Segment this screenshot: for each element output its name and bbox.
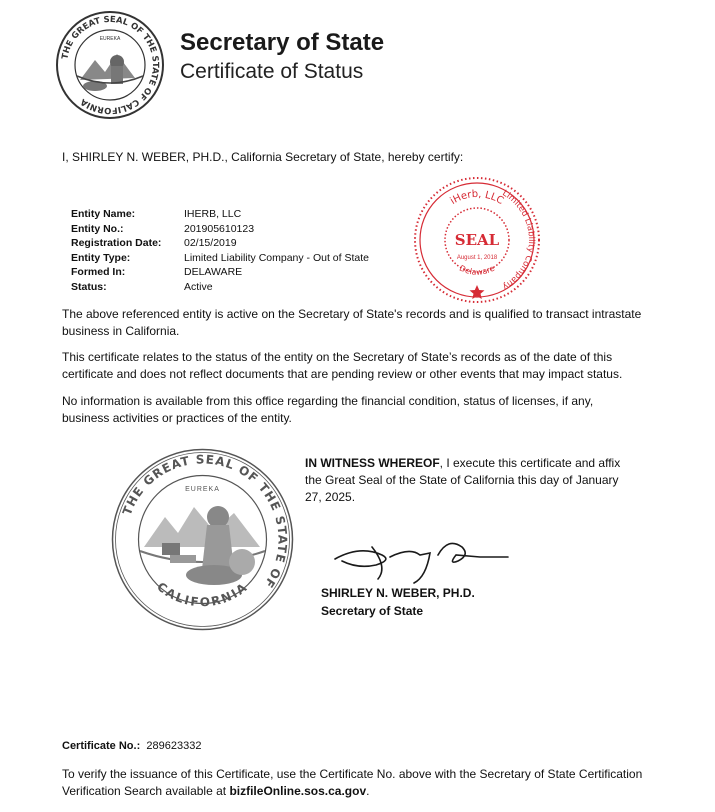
page-subtitle: Certificate of Status: [180, 60, 364, 83]
entity-no-value: 201905610123: [184, 222, 255, 235]
paragraph-no-information: No information is available from this office regarding the financial condition, status of licenses, if any, business activities or practices of the entity.: [62, 394, 594, 425]
witness-text: , I execute this certificate and affix the Great Seal of the State of California this day of January 27, 2025.: [305, 456, 621, 504]
status-value: Active: [184, 280, 213, 293]
signer-block: [321, 584, 475, 620]
witness-statement: [305, 455, 625, 506]
entity-type-label: Entity Type:: [71, 251, 131, 264]
certificate-number-value: 289623332: [146, 740, 202, 752]
company-seal-stamp-icon: [412, 175, 542, 305]
formed-in-value: DELAWARE: [184, 266, 243, 279]
verification-note: [62, 766, 662, 800]
formed-in-row: [71, 265, 369, 280]
california-seal-header-icon: [55, 10, 165, 120]
header-seal-motto: EUREKA: [99, 36, 121, 42]
entity-type-row: [71, 251, 369, 266]
great-seal-of-california-icon: [110, 447, 295, 632]
paragraph-active-status: The above referenced entity is active on the Secretary of State's records and is qualified to transact intrastate business in California.: [62, 307, 642, 338]
stamp-ring-text: Limited Liability Company: [500, 188, 537, 292]
entity-name-label: Entity Name:: [71, 208, 136, 220]
registration-date-label: Registration Date:: [71, 237, 162, 250]
paragraph-certificate-scope: This certificate relates to the status of the entity on the Secretary of State’s records as of the date of this certificate and does not reflect documents that are pending review or other events that may impact status.: [62, 350, 623, 381]
svg-text:iHerb, LLC: [448, 189, 505, 207]
verification-end: .: [366, 784, 370, 798]
verification-site-link[interactable]: bizfileOnline.sos.ca.gov: [229, 784, 367, 798]
entity-name-value: IHERB, LLC: [184, 208, 242, 220]
svg-text:Limited Liability Company: [501, 188, 537, 291]
great-seal-motto: EUREKA: [185, 486, 220, 493]
status-row: [71, 280, 369, 295]
entity-type-value: Limited Liability Company - Out of State: [184, 251, 370, 264]
entity-no-row: [71, 222, 369, 237]
certificate-number-label: Certificate No.:: [62, 740, 141, 752]
header-seal-ring-text: THE GREAT SEAL OF THE STATE OF CALIFORNIA: [60, 14, 161, 116]
formed-in-label: Formed In:: [71, 266, 126, 279]
certificate-number: [62, 740, 201, 752]
entity-name-row: [71, 207, 369, 222]
great-seal-ring-text: THE GREAT SEAL OF THE STATE OF: [119, 452, 290, 592]
stamp-center-text: SEAL: [454, 231, 500, 249]
signature-icon: [330, 527, 520, 587]
signer-name: SHIRLEY N. WEBER, PH.D.: [321, 586, 475, 600]
stamp-state: Delaware: [457, 263, 497, 277]
stamp-date: August 1, 2018: [456, 255, 498, 261]
registration-date-value: 02/15/2019: [184, 237, 237, 250]
certify-statement: I, SHIRLEY N. WEBER, PH.D., California Secretary of State, hereby certify:: [62, 150, 464, 164]
entity-no-label: Entity No.:: [71, 222, 124, 235]
status-label: Status:: [71, 280, 107, 293]
verification-text: To verify the issuance of this Certificate, use the Certificate No. above with the Secretary of State Certification Verification Search available at: [62, 767, 643, 798]
witness-lead: IN WITNESS WHEREOF: [305, 456, 440, 470]
svg-text:Delaware: [458, 264, 496, 277]
registration-date-row: [71, 236, 369, 251]
entity-details: [71, 207, 369, 295]
signer-title: Secretary of State: [321, 604, 424, 618]
page-title: Secretary of State: [180, 29, 385, 56]
great-seal-bottom-text: CALIFORNIA: [154, 579, 251, 610]
stamp-top-text: iHerb, LLC: [448, 188, 506, 208]
